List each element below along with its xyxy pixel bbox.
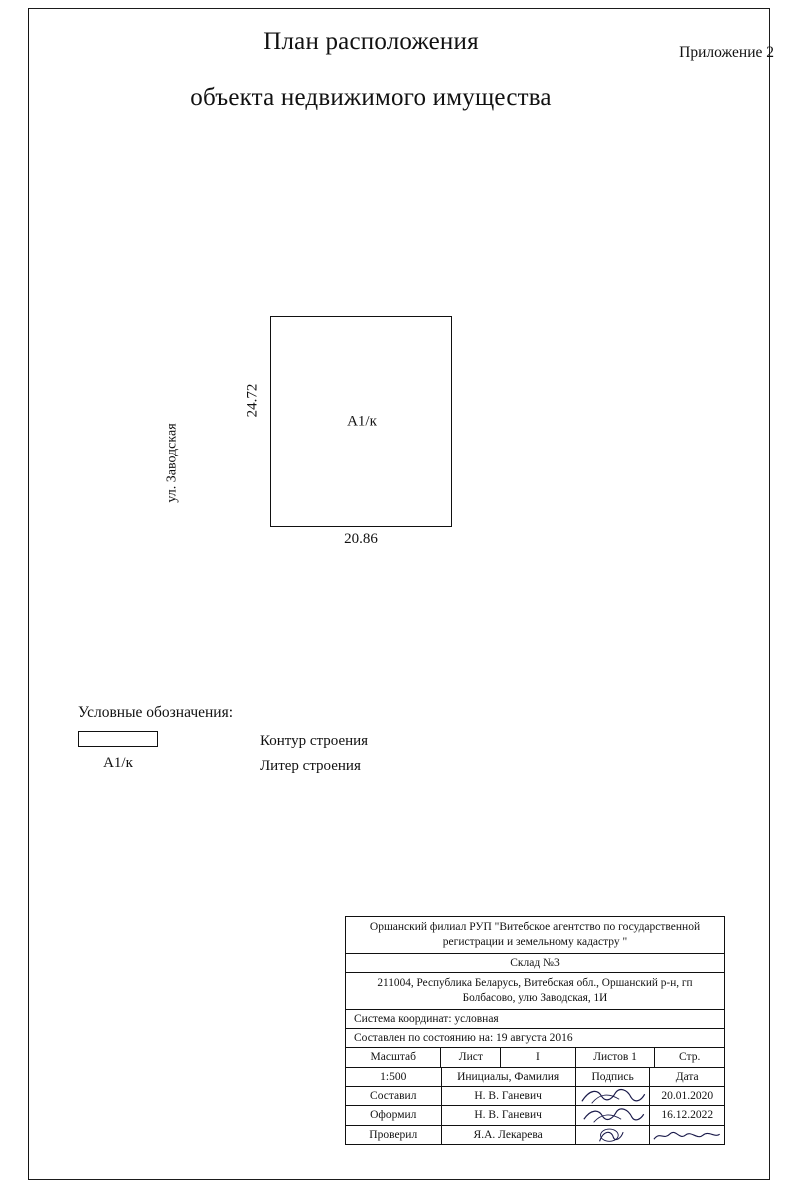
legend-title: Условные обозначения: (78, 704, 234, 721)
compiled-on-date: Составлен по состоянию на: 19 августа 2016 (354, 1031, 573, 1044)
signature-icon (576, 1126, 650, 1144)
table-row (346, 954, 724, 973)
dimension-horizontal-label: 20.86 (344, 531, 378, 547)
dimension-vertical-label: 24.72 (244, 383, 261, 418)
organization-name: Оршанский филиал РУП "Витебское агентство по государственной регистрации и земельному кадастру " (369, 921, 701, 948)
title-block-table (345, 916, 725, 1145)
person-name: Н. В. Ганевич (441, 1087, 575, 1105)
sheet-header: Лист (440, 1048, 500, 1066)
signature-cell (575, 1087, 650, 1105)
signature-icon (650, 1126, 724, 1144)
table-row (346, 1126, 724, 1145)
building-letter-label: А1/к (347, 413, 377, 429)
legend-item-contour-label: Контур строения (260, 733, 369, 749)
scale-header: Масштаб (370, 1051, 416, 1064)
signature-date: 20.01.2020 (649, 1087, 724, 1105)
object-address: 211004, Республика Беларусь, Витебская обл., Оршанский р-н, гп Болбасово, улю Заводская, 1И (377, 977, 693, 1004)
coordinate-system: Система координат: условная (354, 1012, 499, 1025)
signature-cell (575, 1126, 650, 1144)
table-row (346, 1068, 724, 1087)
sheet-value: I (500, 1048, 575, 1066)
table-row (346, 1087, 724, 1106)
table-row (346, 917, 724, 954)
role-label: Проверил (369, 1128, 418, 1141)
role-label: Составил (370, 1090, 417, 1103)
legend-letter-caption: А1/к (103, 755, 133, 771)
signature-cell (575, 1106, 650, 1124)
signature-date: 16.12.2022 (649, 1106, 724, 1124)
table-row (346, 1029, 724, 1048)
sheets-total: Листов 1 (575, 1048, 655, 1066)
scale-value: 1:500 (380, 1070, 407, 1083)
signature-icon (576, 1106, 650, 1124)
table-row (346, 1010, 724, 1029)
table-row (346, 1106, 724, 1125)
signature-icon (576, 1087, 650, 1105)
signature-date (649, 1126, 724, 1144)
table-row (346, 1048, 724, 1067)
page-title-line-1: План расположения (263, 28, 479, 55)
initials-header: Инициалы, Фамилия (441, 1068, 575, 1086)
person-name: Н. В. Ганевич (441, 1106, 575, 1124)
date-header: Дата (649, 1068, 724, 1086)
legend-item-letter-label: Литер строения (260, 758, 361, 774)
person-name: Я.А. Лекарева (441, 1126, 575, 1144)
object-name: Склад №3 (510, 956, 560, 969)
role-label: Оформил (370, 1109, 417, 1122)
page-title-line-2: объекта недвижимого имущества (190, 84, 552, 111)
building-outline (270, 316, 452, 527)
table-row (346, 973, 724, 1009)
appendix-label: Приложение 2 (679, 44, 774, 61)
legend-contour-swatch (78, 731, 158, 747)
street-name-label: ул. Заводская (164, 423, 180, 503)
page-header: Стр. (654, 1048, 724, 1066)
signature-header: Подпись (575, 1068, 650, 1086)
